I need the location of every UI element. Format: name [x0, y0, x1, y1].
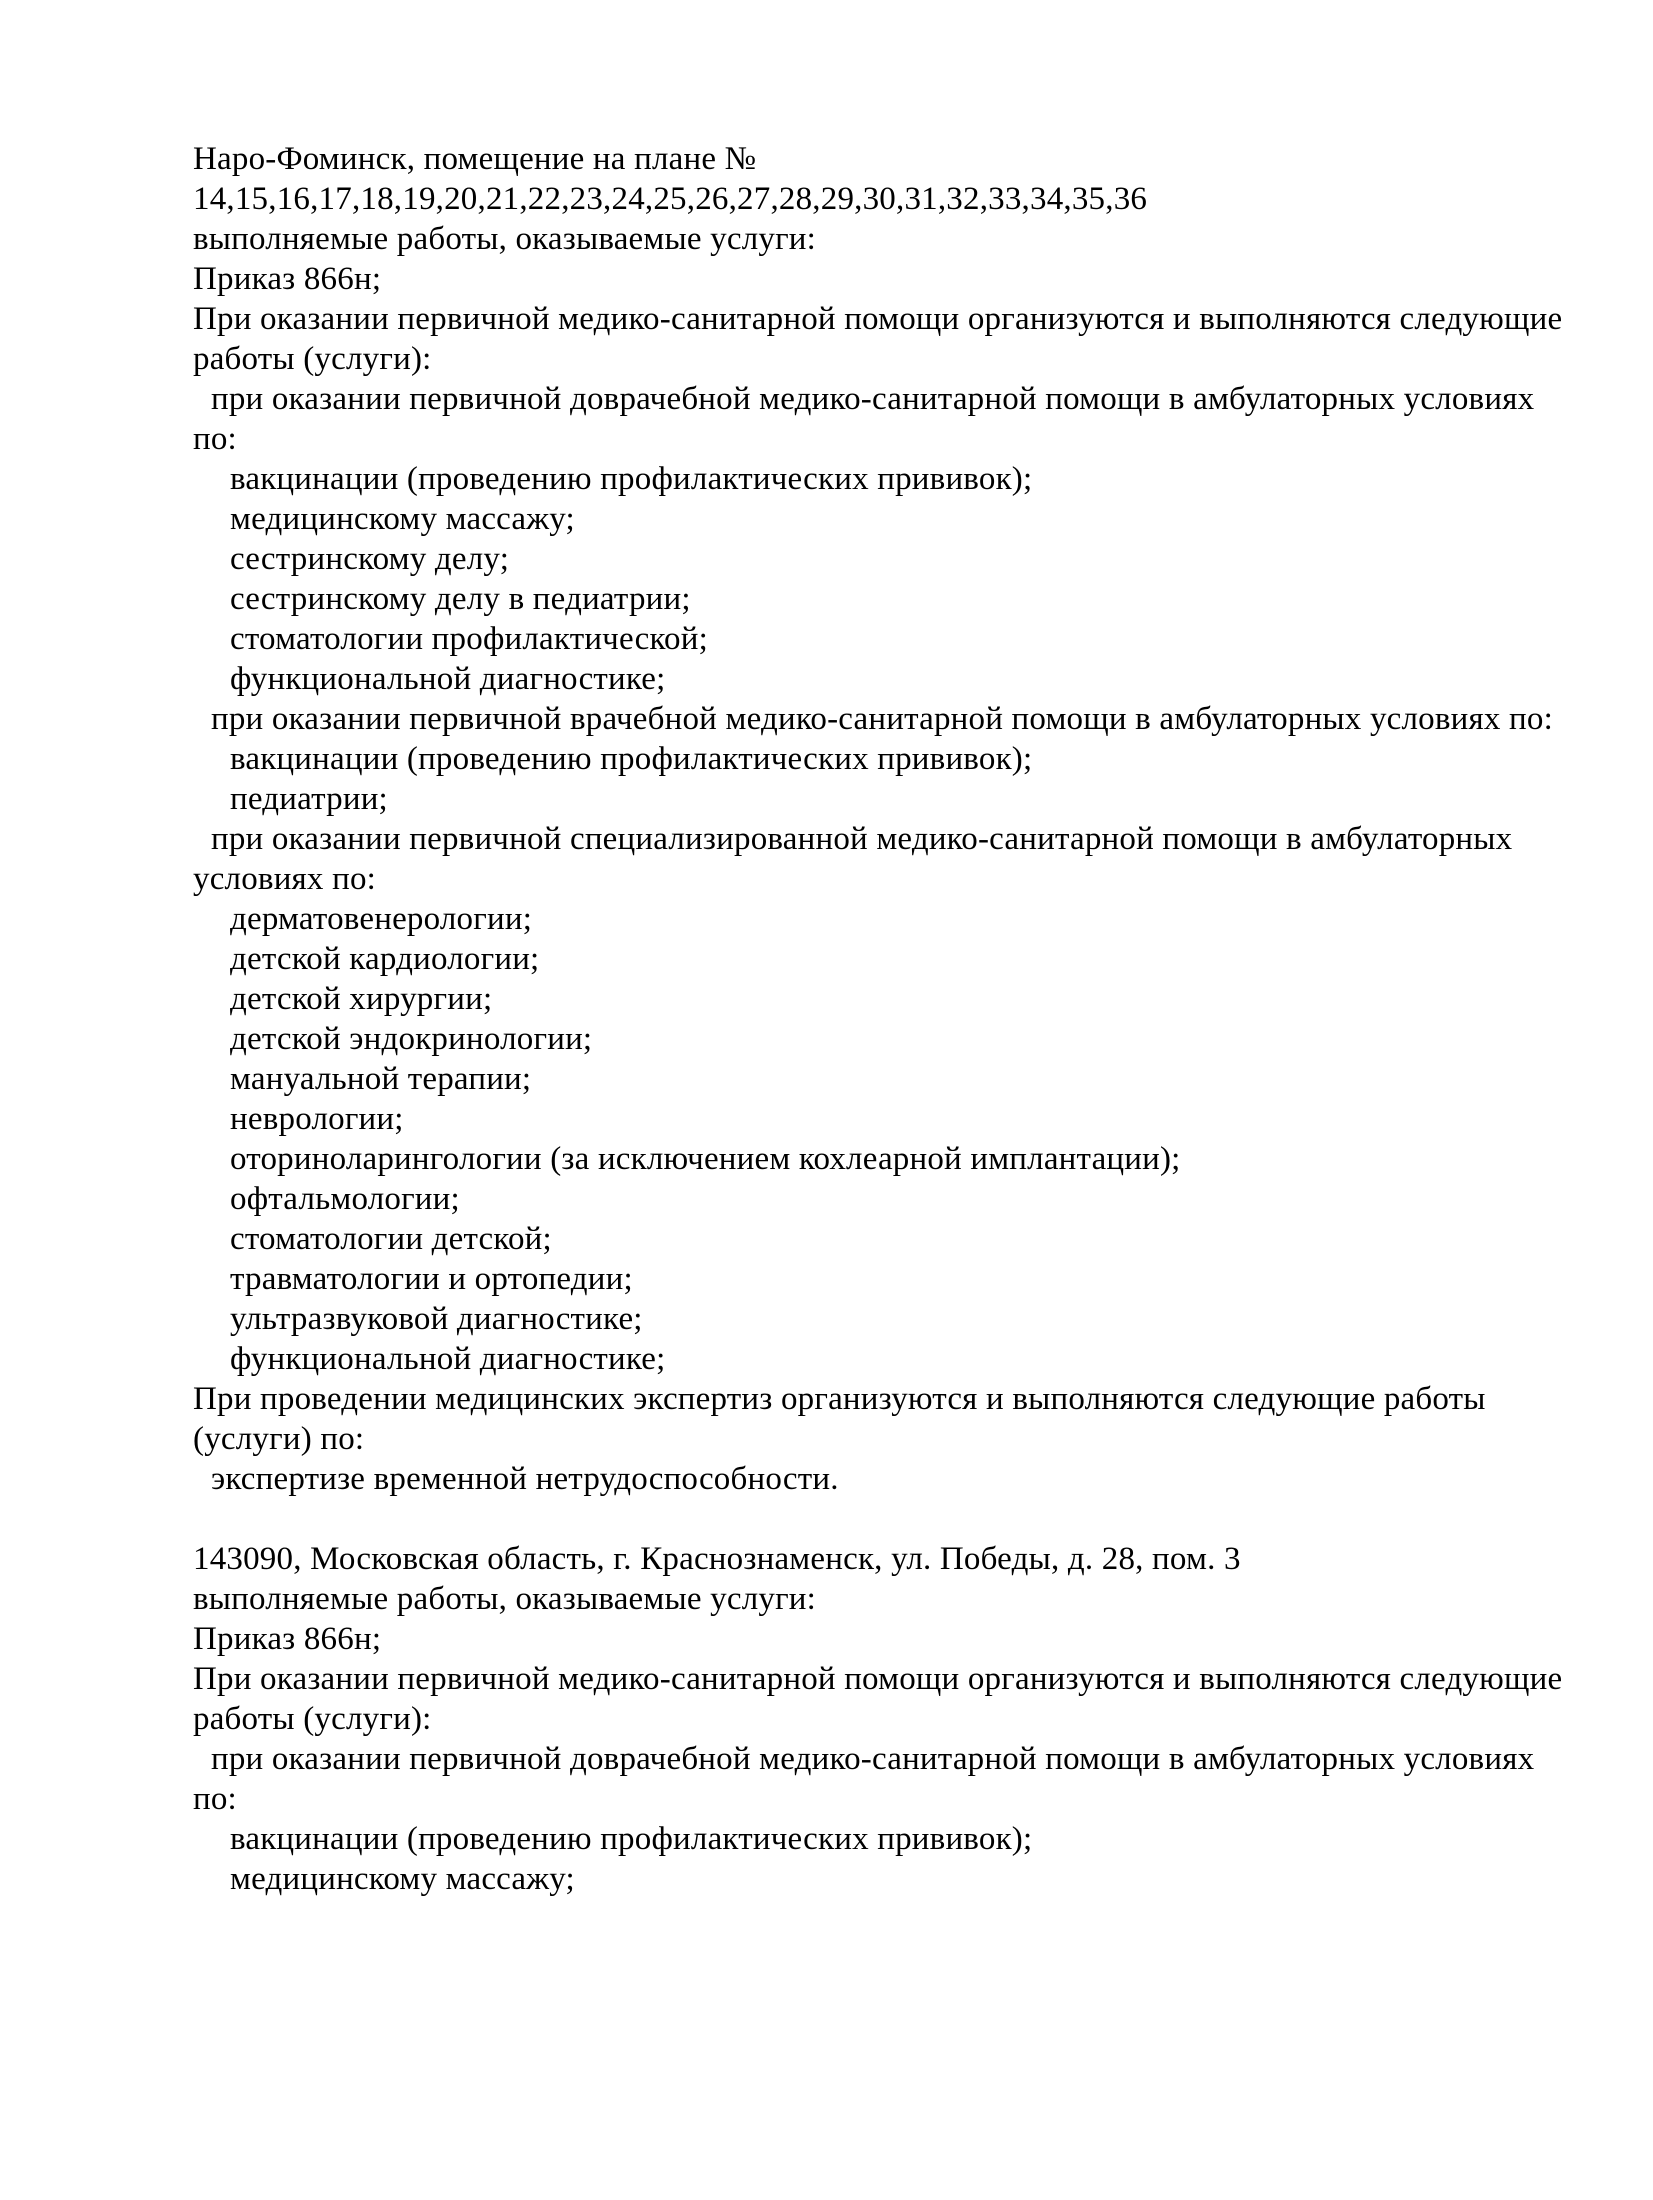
text-line: мануальной терапии; [230, 1061, 532, 1097]
text-line: работы (услуги): [193, 341, 432, 377]
text-line: при оказании первичной специализированной медико-санитарной помощи в амбулаторных [211, 821, 1513, 857]
text-line: дерматовенерологии; [230, 901, 533, 937]
text-line: медицинскому массажу; [230, 501, 575, 537]
text-line: при оказании первичной врачебной медико-санитарной помощи в амбулаторных условиях по: [211, 701, 1553, 737]
text-line: вакцинации (проведению профилактических прививок); [230, 741, 1033, 777]
text-line: функциональной диагностике; [230, 1341, 666, 1377]
text-line: при оказании первичной доврачебной медико-санитарной помощи в амбулаторных условиях [211, 1741, 1535, 1777]
text-line: стоматологии детской; [230, 1221, 552, 1257]
text-line [193, 1499, 1563, 1539]
text-line: Приказ 866н; [193, 261, 382, 297]
text-line: по: [193, 1781, 237, 1817]
text-line: (услуги) по: [193, 1421, 365, 1457]
text-line: вакцинации (проведению профилактических прививок); [230, 461, 1033, 497]
document-body [193, 139, 1563, 1899]
text-line: условиях по: [193, 861, 377, 897]
text-line: медицинскому массажу; [230, 1861, 575, 1897]
text-line: травматологии и ортопедии; [230, 1261, 633, 1297]
text-line: детской кардиологии; [230, 941, 540, 977]
text-line: детской эндокринологии; [230, 1021, 593, 1057]
text-line: Приказ 866н; [193, 1621, 382, 1657]
text-line: оториноларингологии (за исключением кохлеарной имплантации); [230, 1141, 1181, 1177]
text-line: Наро-Фоминск, помещение на плане № [193, 141, 757, 177]
text-line: При оказании первичной медико-санитарной помощи организуются и выполняются следующие [193, 301, 1563, 337]
text-line: При проведении медицинских экспертиз организуются и выполняются следующие работы [193, 1381, 1486, 1417]
text-line: 143090, Московская область, г. Краснознаменск, ул. Победы, д. 28, пом. 3 [193, 1541, 1241, 1577]
text-line: детской хирургии; [230, 981, 493, 1017]
text-line: по: [193, 421, 237, 457]
text-line: сестринскому делу в педиатрии; [230, 581, 691, 617]
text-line: функциональной диагностике; [230, 661, 666, 697]
text-line: педиатрии; [230, 781, 388, 817]
text-line: вакцинации (проведению профилактических прививок); [230, 1821, 1033, 1857]
text-line: сестринскому делу; [230, 541, 510, 577]
text-line: при оказании первичной доврачебной медико-санитарной помощи в амбулаторных условиях [211, 381, 1535, 417]
text-line: При оказании первичной медико-санитарной помощи организуются и выполняются следующие [193, 1661, 1563, 1697]
text-line: выполняемые работы, оказываемые услуги: [193, 221, 817, 257]
text-line: стоматологии профилактической; [230, 621, 708, 657]
text-line: неврологии; [230, 1101, 404, 1137]
text-line: работы (услуги): [193, 1701, 432, 1737]
text-line: экспертизе временной нетрудоспособности. [211, 1461, 839, 1497]
text-line: офтальмологии; [230, 1181, 460, 1217]
text-line: 14,15,16,17,18,19,20,21,22,23,24,25,26,27,28,29,30,31,32,33,34,35,36 [193, 181, 1148, 217]
text-line: ультразвуковой диагностике; [230, 1301, 643, 1337]
text-line: выполняемые работы, оказываемые услуги: [193, 1581, 817, 1617]
